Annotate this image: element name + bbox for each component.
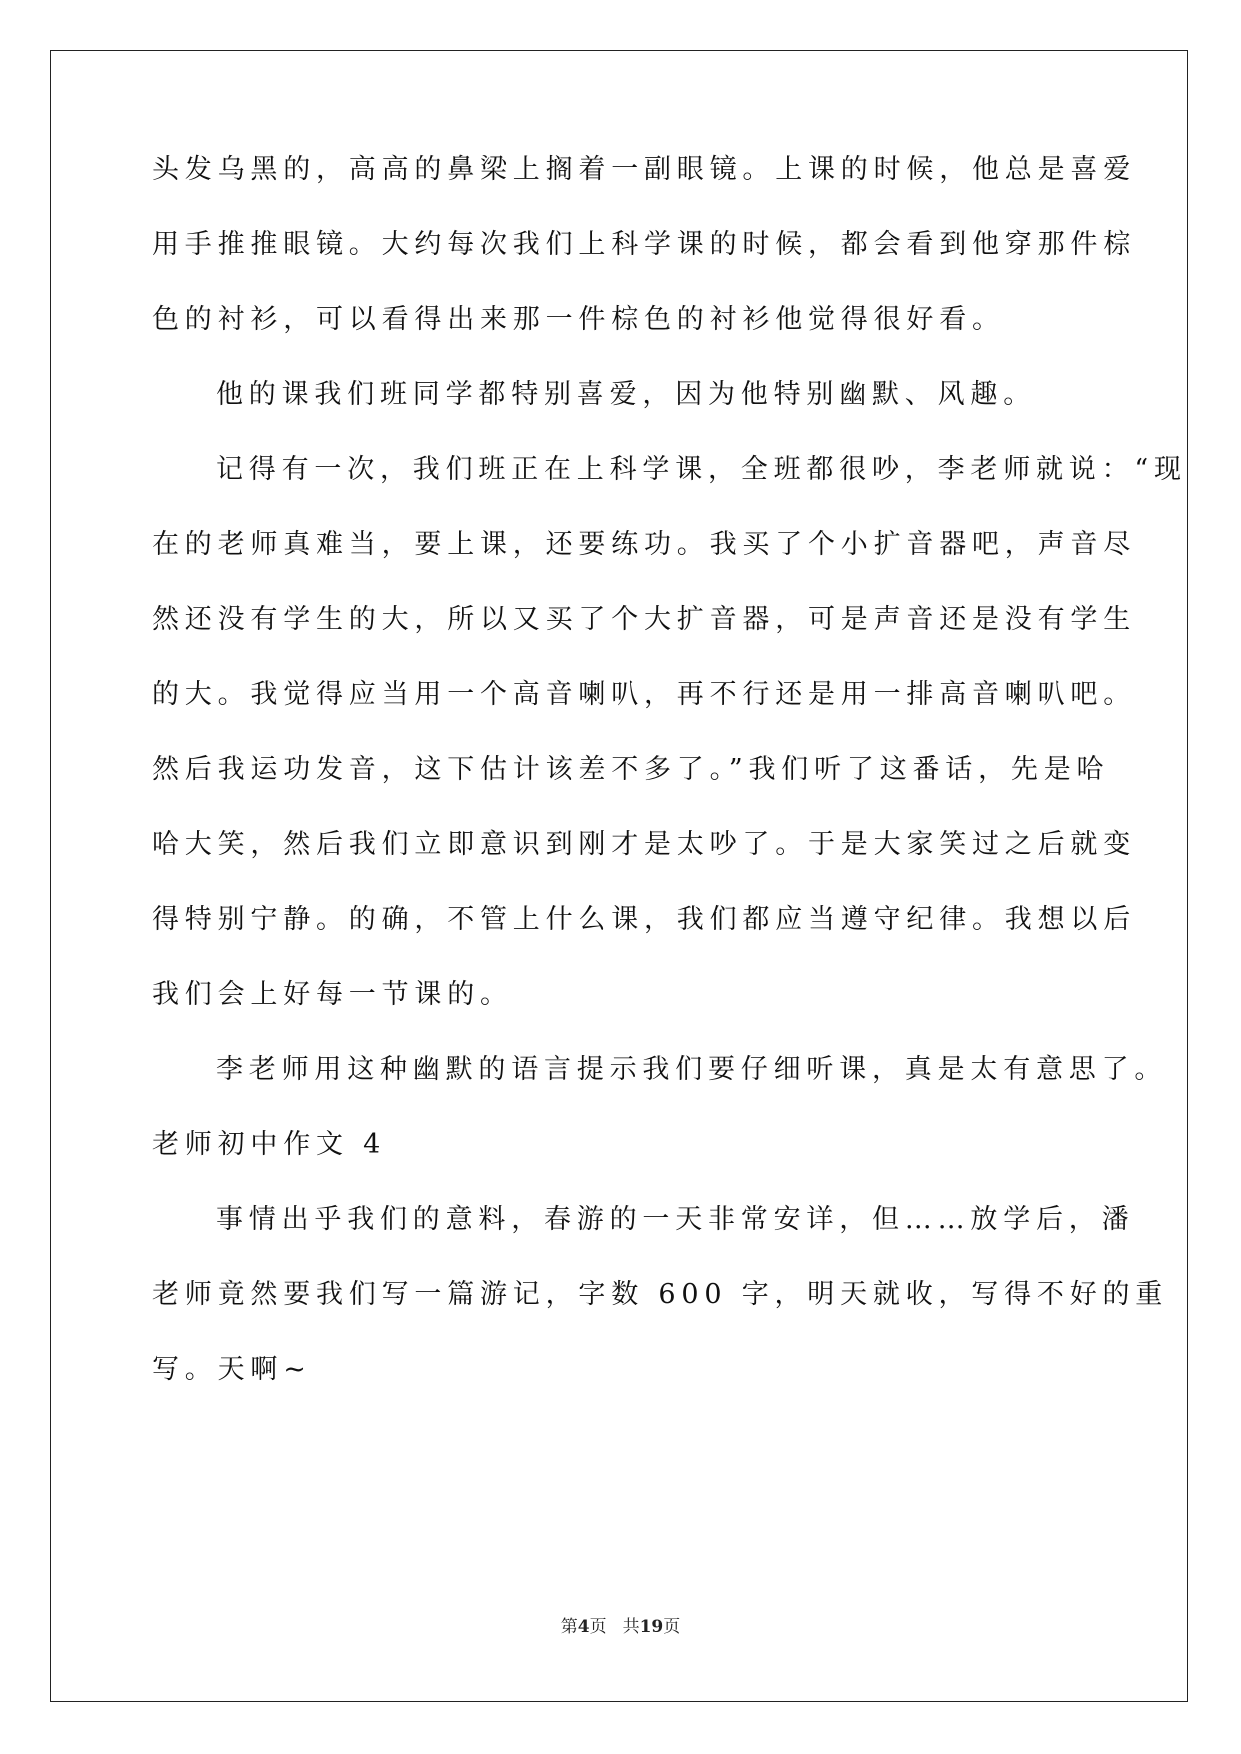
text-line: 在的老师真难当，要上课，还要练功。我买了个小扩音器吧，声音尽: [152, 529, 1136, 560]
paragraph-first-line: 李老师用这种幽默的语言提示我们要仔细听课，真是太有意思了。: [216, 1054, 1168, 1085]
section-heading: 老师初中作文 4: [152, 1129, 387, 1160]
paragraph-first-line: 记得有一次，我们班正在上科学课，全班都很吵，李老师就说：“现: [216, 454, 1187, 485]
total-suffix: 页: [663, 1617, 681, 1637]
text-line: 老师竟然要我们写一篇游记，字数 600 字，明天就收，写得不好的重: [152, 1279, 1169, 1310]
text-line: 我们会上好每一节课的。: [152, 979, 513, 1010]
page-prefix: 第: [560, 1617, 578, 1637]
page-number: 4: [577, 1617, 590, 1637]
page-suffix: 页: [589, 1617, 607, 1637]
text-line: 头发乌黑的，高高的鼻梁上搁着一副眼镜。上课的时候，他总是喜爱: [152, 154, 1136, 185]
paragraph-first-line: 他的课我们班同学都特别喜爱，因为他特别幽默、风趣。: [216, 379, 1036, 410]
page-border: [50, 50, 1188, 1702]
text-line: 用手推推眼镜。大约每次我们上科学课的时候，都会看到他穿那件棕: [152, 229, 1136, 260]
paragraph-first-line: 事情出乎我们的意料，春游的一天非常安详，但……放学后，潘: [216, 1204, 1135, 1235]
text-line: 色的衬衫，可以看得出来那一件棕色的衬衫他觉得很好看。: [152, 304, 1005, 335]
text-line: 然还没有学生的大，所以又买了个大扩音器，可是声音还是没有学生: [152, 604, 1136, 635]
page-footer: [0, 1615, 1241, 1639]
text-line: 的大。我觉得应当用一个高音喇叭，再不行还是用一排高音喇叭吧。: [152, 679, 1136, 710]
text-line: 得特别宁静。的确，不管上什么课，我们都应当遵守纪律。我想以后: [152, 904, 1136, 935]
page-total: 19: [639, 1617, 664, 1637]
total-prefix: 共: [622, 1617, 640, 1637]
text-line: 然后我运功发音，这下估计该差不多了。”我们听了这番话，先是哈: [152, 754, 1110, 785]
text-line: 哈大笑，然后我们立即意识到刚才是太吵了。于是大家笑过之后就变: [152, 829, 1136, 860]
text-line: 写。天啊~: [152, 1354, 312, 1385]
